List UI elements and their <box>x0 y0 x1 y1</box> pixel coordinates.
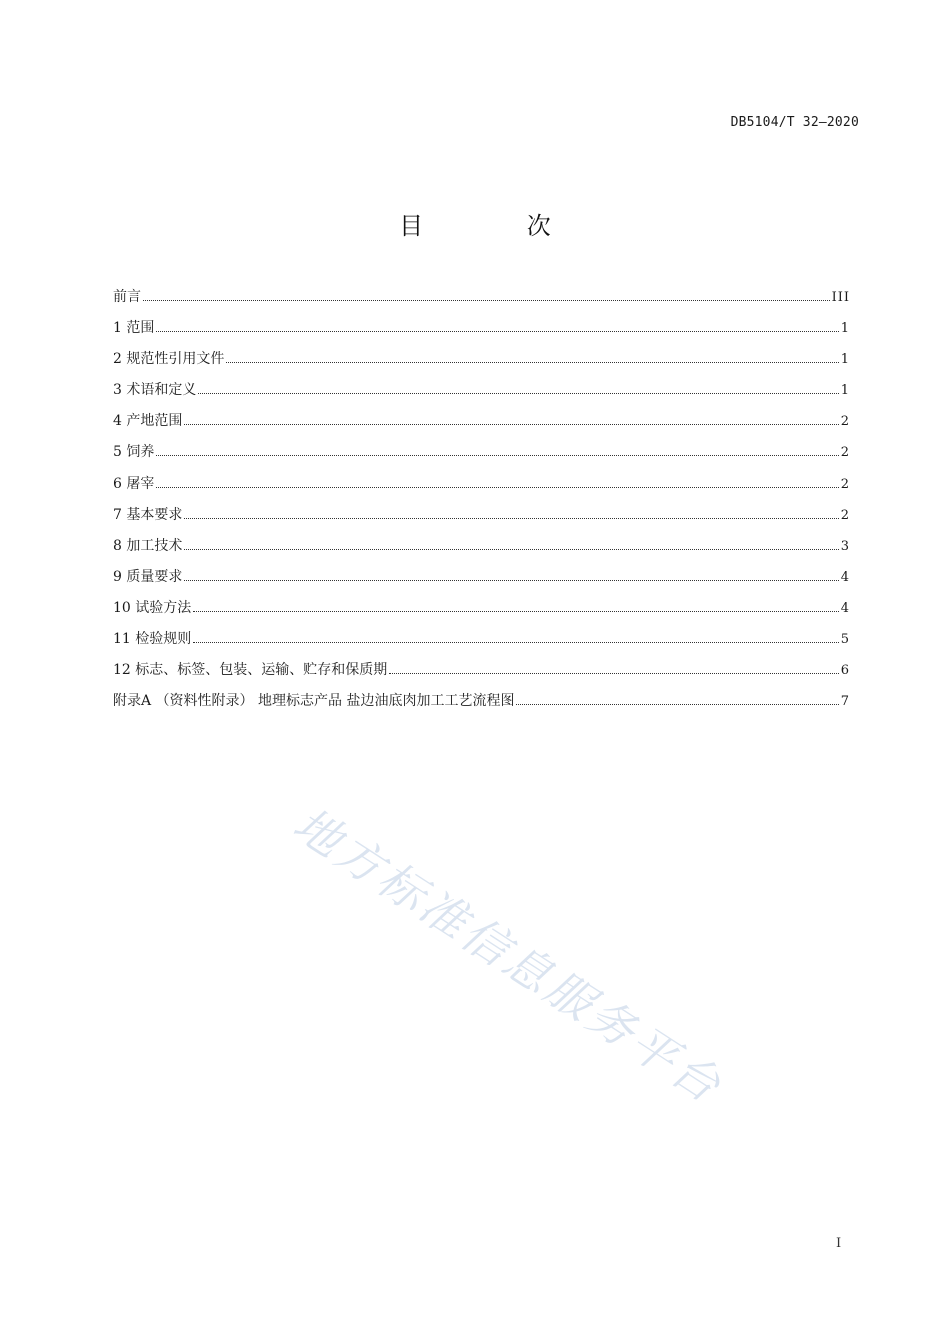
toc-entry-label: 5 饲养 <box>113 444 155 461</box>
toc-entry-page: 3 <box>840 538 850 554</box>
toc-entry-scope[interactable] <box>113 317 850 348</box>
page-number: I <box>836 1236 842 1251</box>
toc-entry-appendix-a[interactable] <box>113 690 850 721</box>
toc-entry-page: 5 <box>840 632 850 648</box>
toc-entry-page: 6 <box>840 663 850 679</box>
dot-leader <box>193 642 838 643</box>
toc-entry-label: 附录A （资料性附录） 地理标志产品 盐边油底肉加工工艺流程图 <box>113 693 515 710</box>
toc-entry-page: III <box>831 290 850 305</box>
toc-entry-label: 12 标志、标签、包装、运输、贮存和保质期 <box>113 662 388 679</box>
toc-entry-page: 7 <box>840 694 850 710</box>
toc-entry-label: 2 规范性引用文件 <box>113 351 225 368</box>
toc-entry-slaughter[interactable] <box>113 473 850 504</box>
dot-leader <box>156 455 838 456</box>
toc-entry-page: 1 <box>840 321 850 337</box>
toc-entry-marking-labeling[interactable] <box>113 659 850 690</box>
dot-leader <box>143 300 830 301</box>
toc-entry-terms-definitions[interactable] <box>113 379 850 410</box>
toc-entry-production-area[interactable] <box>113 410 850 441</box>
toc-entry-page: 4 <box>840 569 850 585</box>
toc-entry-page: 2 <box>840 445 850 461</box>
toc-entry-page: 1 <box>840 383 850 399</box>
toc-entry-label: 4 产地范围 <box>113 413 183 430</box>
dot-leader <box>193 611 838 612</box>
toc-entry-inspection-rules[interactable] <box>113 628 850 659</box>
toc-entry-test-methods[interactable] <box>113 597 850 628</box>
toc-entry-label: 10 试验方法 <box>113 599 192 616</box>
toc-entry-label: 7 基本要求 <box>113 506 183 523</box>
toc-entry-label: 8 加工技术 <box>113 537 183 554</box>
toc-entry-label: 6 屠宰 <box>113 475 155 492</box>
dot-leader <box>184 549 838 550</box>
toc-entry-basic-requirements[interactable] <box>113 504 850 535</box>
toc-entry-label: 3 术语和定义 <box>113 382 197 399</box>
toc-entry-page: 2 <box>840 507 850 523</box>
toc-entry-page: 2 <box>840 414 850 430</box>
toc-entry-page: 2 <box>840 476 850 492</box>
dot-leader <box>389 673 838 674</box>
dot-leader <box>184 518 838 519</box>
toc-title: 目 次 <box>399 212 599 240</box>
toc-entry-foreword[interactable] <box>113 286 850 317</box>
dot-leader <box>516 704 838 705</box>
dot-leader <box>226 362 838 363</box>
toc-entry-page: 1 <box>840 352 850 368</box>
dot-leader <box>184 580 838 581</box>
toc-entry-feeding[interactable] <box>113 441 850 472</box>
dot-leader <box>198 393 838 394</box>
toc-entry-label: 1 范围 <box>113 320 155 337</box>
watermark: 地方标准信息服务平台 <box>283 796 733 1115</box>
table-of-contents <box>113 286 850 721</box>
dot-leader <box>156 487 838 488</box>
toc-entry-label: 前言 <box>113 289 141 305</box>
toc-entry-label: 9 质量要求 <box>113 568 183 585</box>
toc-entry-label: 11 检验规则 <box>113 631 192 648</box>
toc-entry-page: 4 <box>840 600 850 616</box>
document-code: DB5104/T 32—2020 <box>730 115 859 130</box>
toc-entry-normative-references[interactable] <box>113 348 850 379</box>
toc-entry-processing-technology[interactable] <box>113 535 850 566</box>
toc-entry-quality-requirements[interactable] <box>113 566 850 597</box>
dot-leader <box>156 331 838 332</box>
dot-leader <box>184 424 838 425</box>
